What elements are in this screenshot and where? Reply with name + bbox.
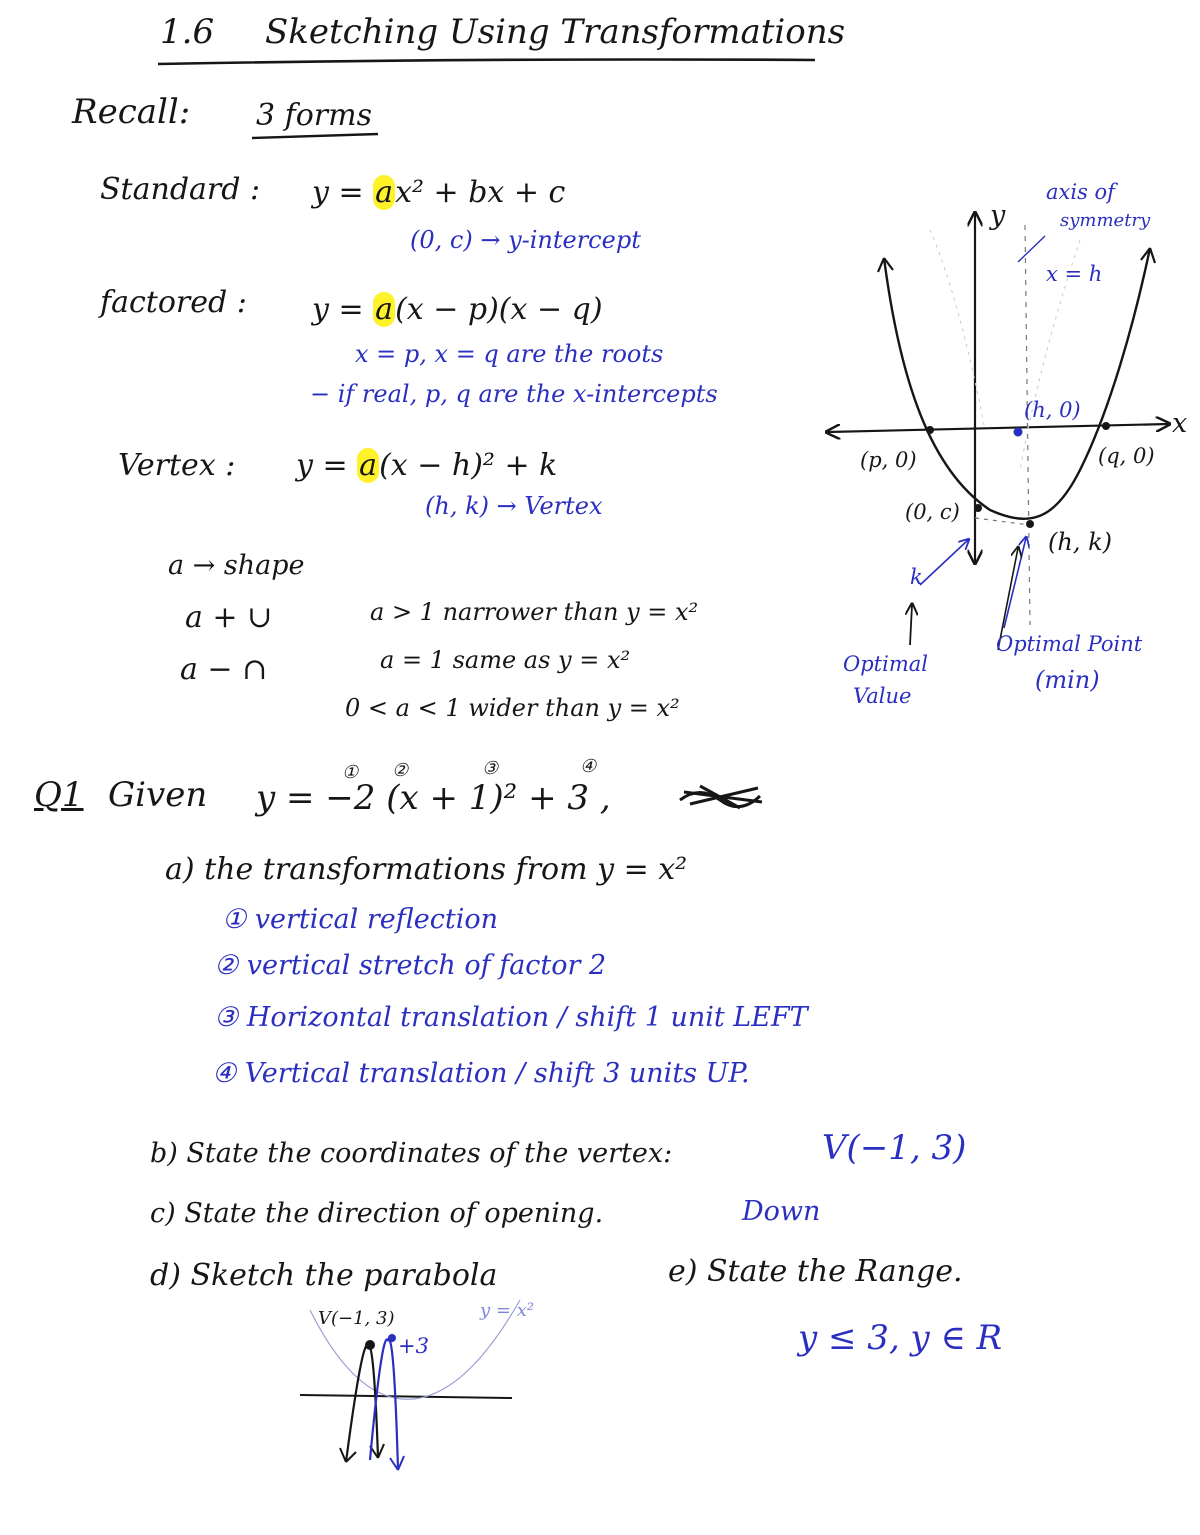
vertex-graph [828,214,1168,650]
sketch-black-parabola [346,1345,378,1462]
factored-note-roots: x = p, x = q are the roots [355,340,664,368]
hk-point [1026,520,1034,528]
standard-equation: y = ax² + bx + c [312,175,566,210]
section-number: 1.6 [160,12,215,52]
q1-given: Given [108,775,208,815]
sketch-vertex-point [365,1340,375,1350]
factored-note-intercepts: − if real, p, q are the x-intercepts [310,380,718,408]
vertex-equation: y = a(x − h)² + k [296,448,558,483]
shape-negative: a − ∩ [180,652,268,687]
h0-point-label: (h, 0) [1024,398,1081,422]
sketch-plus3-label: +3 [398,1334,429,1358]
step-2: ② vertical stretch of factor 2 [214,950,607,981]
shape-rule-same: a = 1 same as y = x² [380,646,631,674]
factored-equation: y = a(x − p)(x − q) [312,292,603,327]
c-point-label: (0, c) [905,500,960,524]
optimal-value-label-2: Value [853,684,912,708]
x-axis [828,424,1168,432]
h0-point [1014,428,1023,437]
shape-positive: a + ∪ [185,600,273,635]
circle-4: ④ [580,756,597,777]
sketch-x-axis [300,1395,512,1398]
standard-note: (0, c) → y-intercept [410,226,641,254]
sketch-vertex-label: V(−1, 3) [318,1308,395,1329]
circle-1: ① [342,762,359,783]
axis-note-1: axis of [1046,180,1115,204]
graph-x-label: x [1172,408,1188,439]
circle-3: ③ [482,758,499,779]
shape-rule-narrower: a > 1 narrower than y = x² [370,598,699,626]
recall-label: Recall: [72,92,191,132]
axis-note-3: x = h [1046,262,1103,286]
hk-point-label: (h, k) [1048,528,1112,556]
page-title: Sketching Using Transformations [265,12,846,52]
optimal-point-label-2: (min) [1035,666,1100,694]
a-highlight: a [375,292,394,327]
q-point-label: (q, 0) [1098,444,1155,468]
a-highlight: a [375,175,394,210]
part-e-answer: y ≤ 3, y ∈ R [798,1318,1003,1358]
axis-of-symmetry [1025,225,1030,625]
recall-value: 3 forms [256,98,372,133]
optimal-point-label-1: Optimal Point [996,632,1143,656]
part-b: b) State the coordinates of the vertex: [150,1138,673,1169]
a-highlight: a [359,448,378,483]
sketch-blue-parabola [370,1339,398,1470]
q-point [1102,422,1110,430]
step-4: ④ Vertical translation / shift 3 units UP. [212,1058,750,1089]
step-1: ① vertical reflection [222,904,498,935]
parabola-curve [884,248,1150,519]
circle-2: ② [392,760,409,781]
q1-equation: y = −2 (x + 1)² + 3 , [256,778,611,818]
title-underline [158,60,815,65]
part-b-answer: V(−1, 3) [822,1128,967,1168]
p-point-label: (p, 0) [860,448,917,472]
graph-y-label: y [990,200,1006,231]
scribble [680,786,762,808]
shape-rule-wider: 0 < a < 1 wider than y = x² [345,694,680,722]
c-point [974,504,982,512]
k-label: k [910,565,923,589]
part-d: d) Sketch the parabola [150,1258,498,1293]
vertex-note: (h, k) → Vertex [425,492,603,520]
part-c-answer: Down [742,1196,821,1227]
standard-label: Standard : [100,172,261,207]
factored-label: factored : [100,285,247,320]
q1-label: Q1 [34,775,84,815]
part-e: e) State the Range. [668,1254,963,1289]
axis-note-2: symmetry [1060,210,1151,231]
vertex-label: Vertex : [118,448,236,483]
sketch-y-eq-x2-label: y = x² [480,1300,535,1321]
recall-underline [252,134,378,138]
part-a: a) the transformations from y = x² [165,852,688,887]
shape-header: a → shape [168,550,305,581]
step-3: ③ Horizontal translation / shift 1 unit LEFT [214,1002,808,1033]
part-c: c) State the direction of opening. [150,1198,604,1229]
optimal-value-label-1: Optimal [843,652,928,676]
p-point [926,426,934,434]
